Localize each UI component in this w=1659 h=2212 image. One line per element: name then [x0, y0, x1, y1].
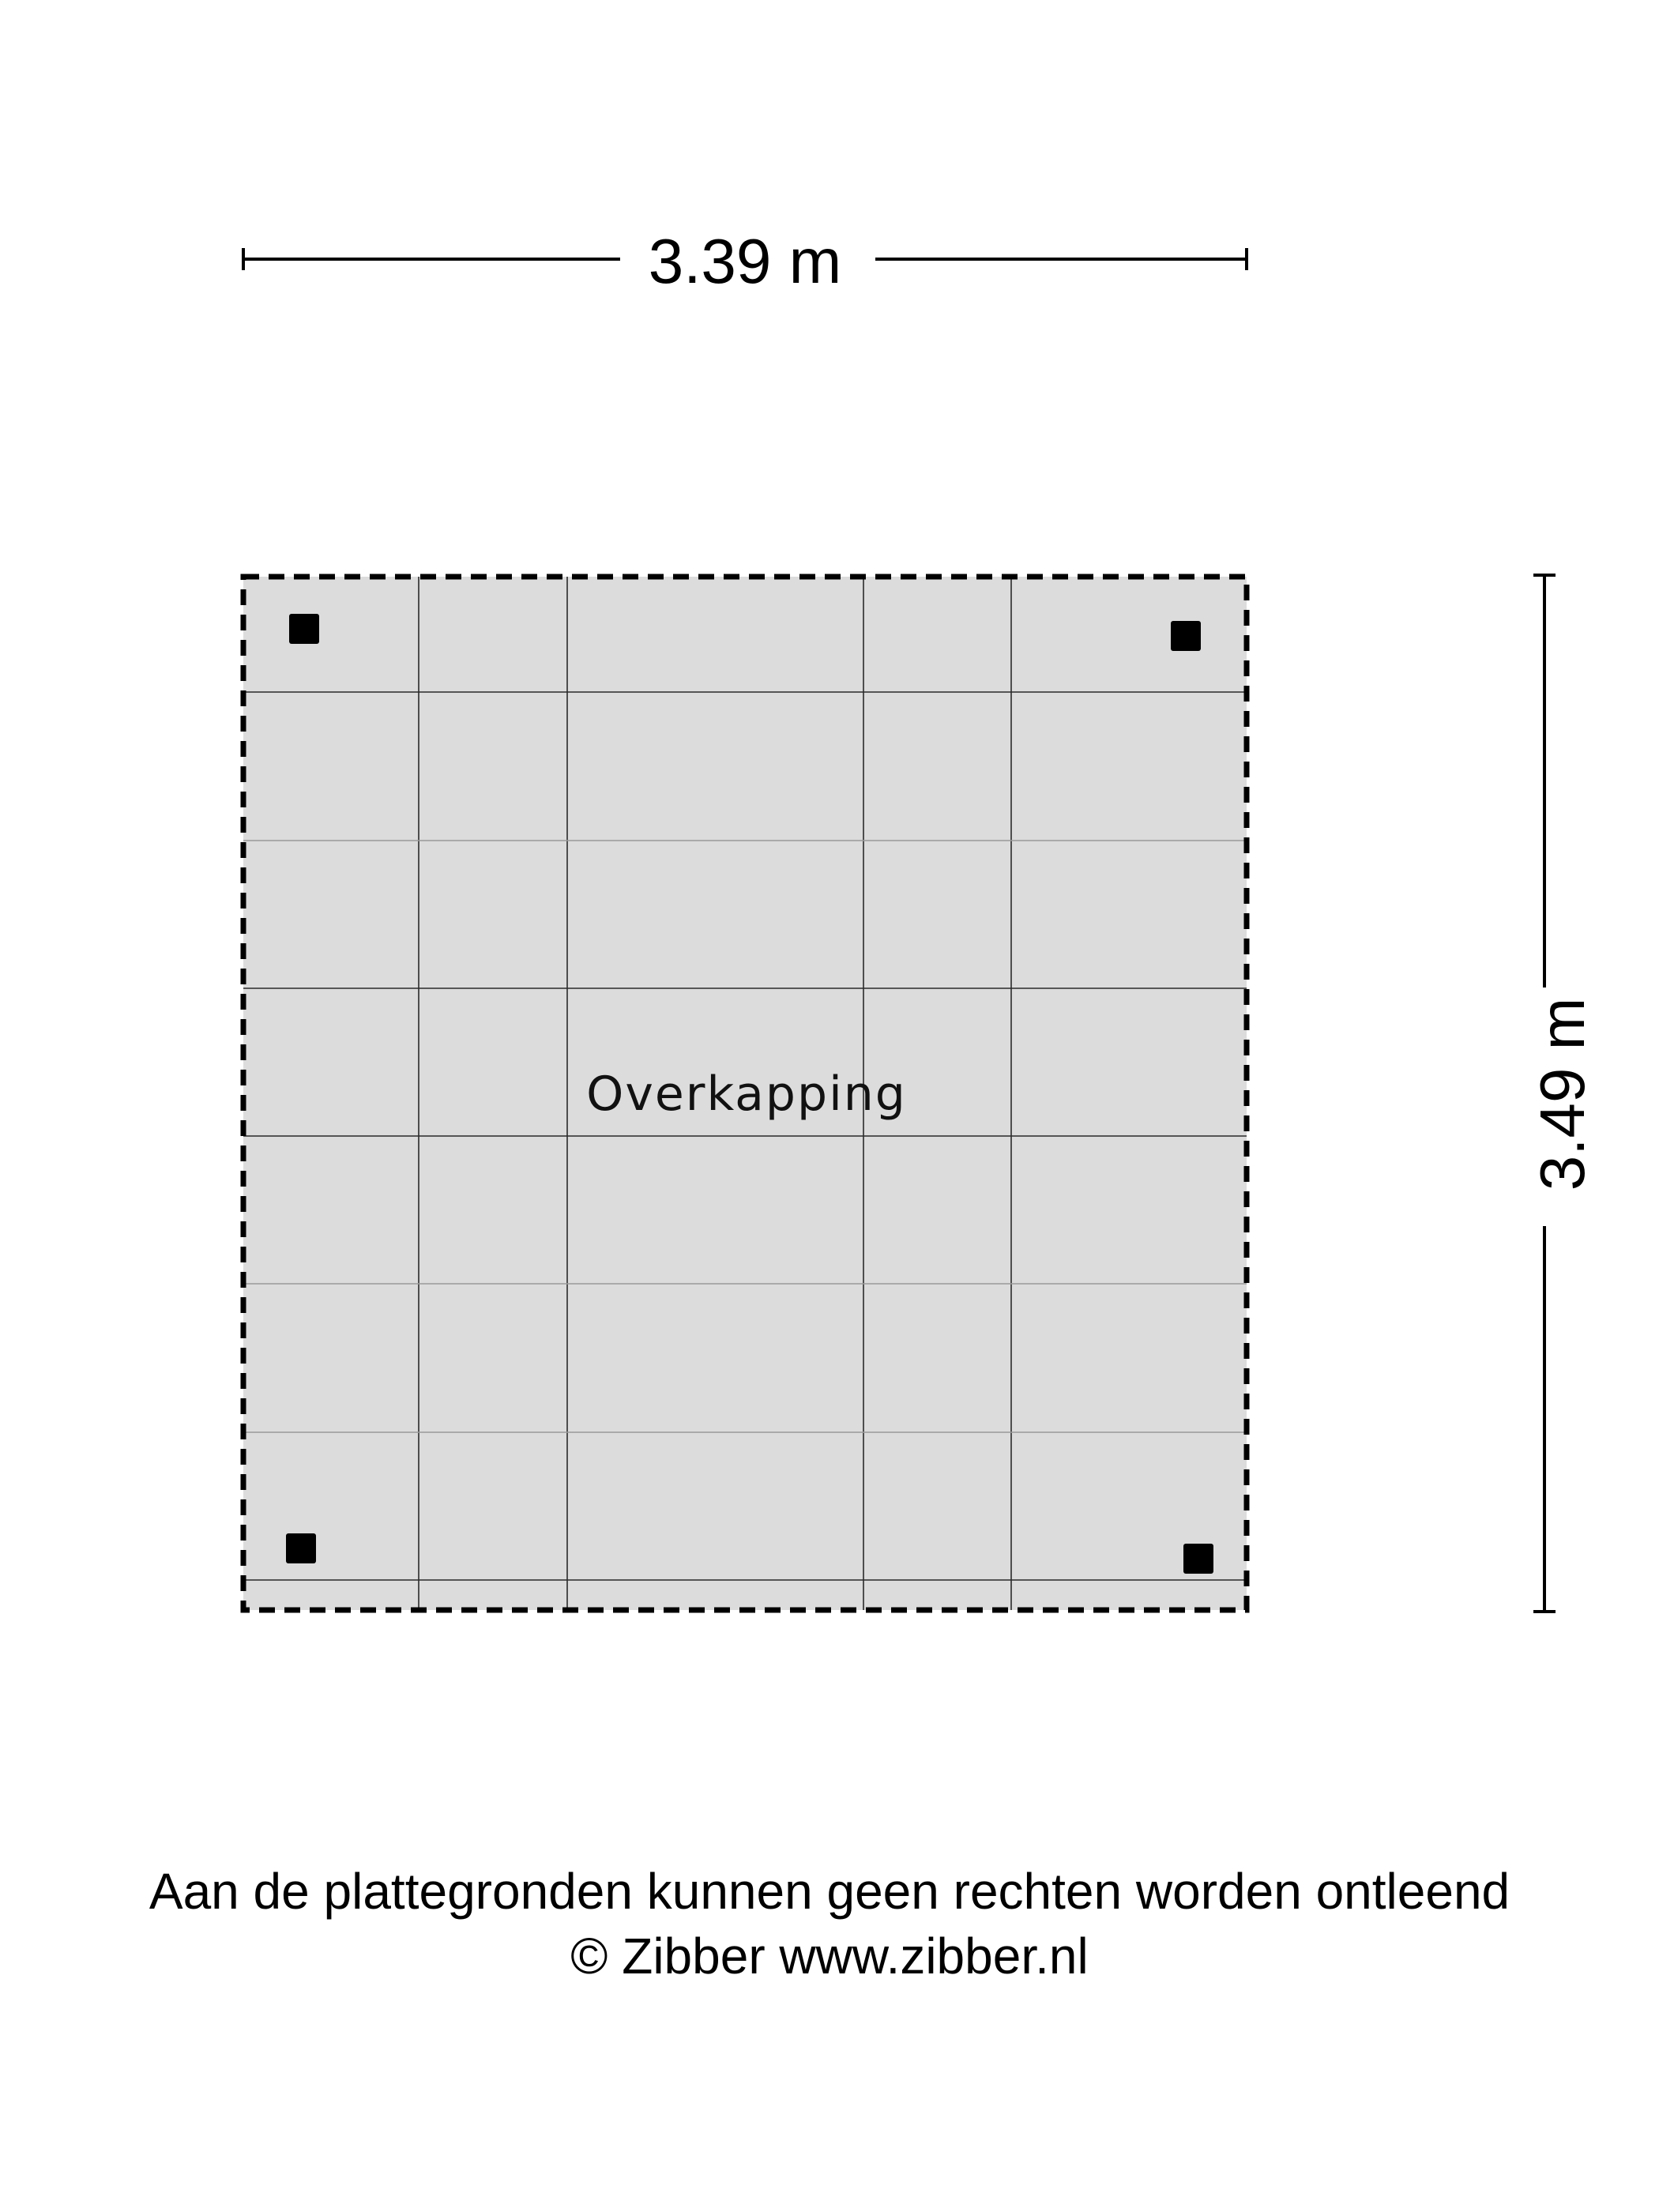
room-label: Overkapping	[586, 1066, 907, 1122]
copyright-credit: © Zibber www.zibber.nl	[570, 1928, 1089, 1984]
width-dimension-label: 3.39 m	[648, 226, 842, 296]
post-bottom-right	[1183, 1544, 1213, 1574]
depth-dimension-label: 3.49 m	[1527, 997, 1598, 1191]
depth-dimension	[1527, 575, 1597, 1612]
post-bottom-left	[286, 1533, 316, 1563]
post-top-left	[289, 614, 319, 644]
disclaimer-text: Aan de plattegronden kunnen geen rechten worden ontleend	[149, 1863, 1510, 1920]
width-dimension	[243, 226, 1247, 296]
post-top-right	[1171, 621, 1201, 651]
room-overkapping	[243, 577, 1247, 1610]
